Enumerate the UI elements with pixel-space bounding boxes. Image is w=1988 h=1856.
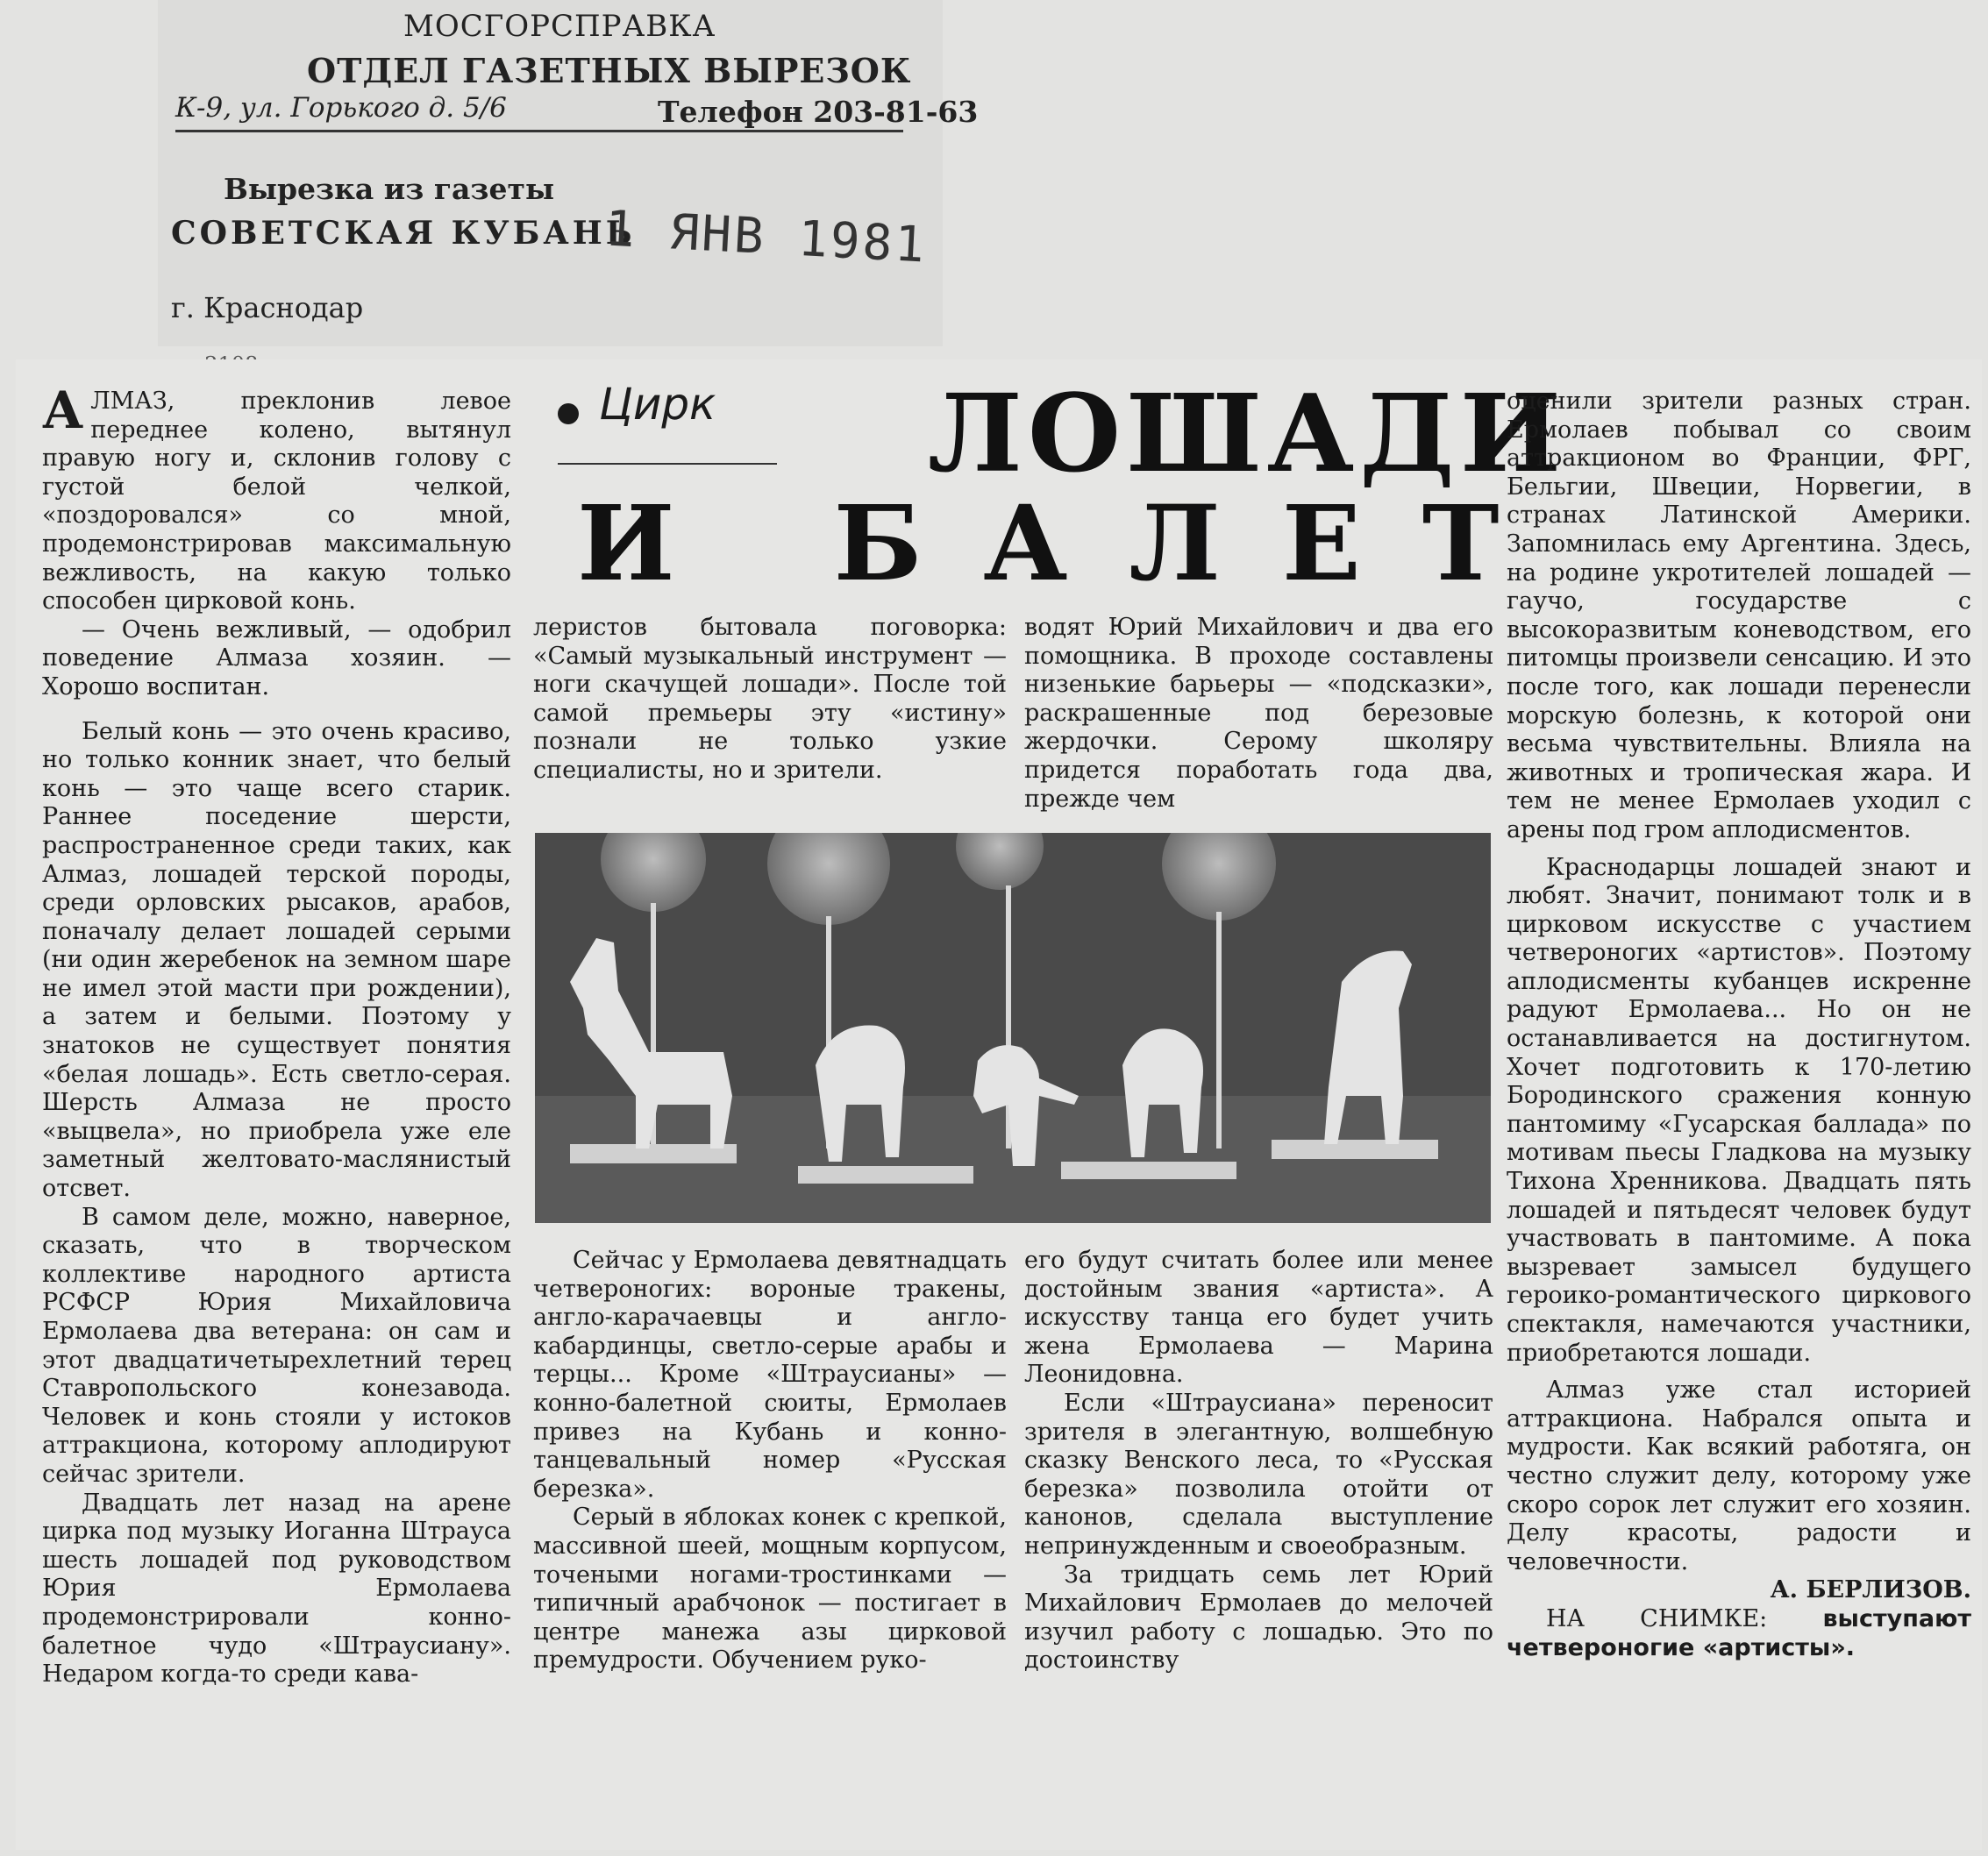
bureau-address: К-9, ул. Горького д. 5/6	[175, 92, 507, 124]
paragraph: Сейчас у Ермолаева девятнадцать четвероногих: вороные тракены, англо-карачаевцы и англо-кабардинцы, светло-серые арабы и терцы... Кроме «Штраусианы» — конно-балетной сюиты, Ермолаев привез на Кубань и конно-танцевальный номер «Русская березка».	[533, 1247, 1007, 1503]
paragraph: Белый конь — это очень красиво, но только конник знает, что белый конь — это чаще всего старик. Раннее поседение шерсти, распространенное среди таких, как Алмаз, лошадей терской породы, среди орловских рысаков, арабов, поначалу делает лошадей серыми (ни один жеребенок на земном шаре не имел этой масти при рождении), а затем и белыми. Поэтому у знатоков не существует понятия «белая лошадь». Есть светло-серая. Шерсть Алмаза не просто «выцвела», но приобрела уже еле заметный желтовато-маслянистый отсвет.	[42, 717, 511, 1203]
article-column-3-top	[1024, 614, 1493, 814]
newspaper-name: СОВЕТСКАЯ КУБАНЬ	[171, 215, 636, 252]
paragraph: Краснодарцы лошадей знают и любят. Значит, понимают толк и в цирковом искусстве с участием четвероногих «артистов». Поэтому аплодисменты кубанцев искренне радуют Ермолаева... Но он не останавливается на достигнутом. Хочет подготовить к 170-летию Бородинского сражения конную пантомиму «Гусарская баллада» по мотивам пьесы Гладкова на музыку Тихона Хренникова. Двадцать пять лошадей и пятьдесят человек будут участвовать в пантомиме. А пока вызревает замысел будущего героико-романтического циркового спектакля, намечаются участники, приобретаются лошади.	[1507, 853, 1971, 1367]
header-divider	[175, 130, 903, 132]
city-name: г. Краснодар	[171, 291, 364, 324]
bureau-name: МОСГОРСПРАВКА	[403, 9, 716, 44]
article-column-2-bottom	[533, 1247, 1007, 1675]
date-stamp: 1 ЯНВ 1981	[603, 200, 929, 274]
paragraph: Серый в яблоках конек с крепкой, массивной шеей, мощным корпусом, точеными ногами-тростинками — типичный арабчонок — постигает в центре манежа азы цирковой премудрости. Обучением руко-	[533, 1504, 1007, 1675]
circus-horses-photo	[535, 833, 1491, 1223]
bureau-phone: Телефон 203-81-63	[658, 95, 979, 129]
rubric-bullet	[558, 403, 579, 424]
article-column-3-bottom	[1024, 1247, 1493, 1675]
headline-line-1: ЛОШАДИ	[928, 370, 1566, 496]
department-name: ОТДЕЛ ГАЗЕТНЫХ ВЫРЕЗОК	[307, 51, 912, 90]
paragraph: лeристов бытовала поговорка: «Самый музыкальный инструмент — ноги скачущей лошади». После той самой премьеры эту «истину» познали не только узкие специалисты, но и зрители.	[533, 614, 1007, 784]
photo-illustration	[535, 833, 1491, 1223]
clipping-from-label: Вырезка из газеты	[224, 172, 555, 206]
paragraph: За тридцать семь лет Юрий Михайлович Ермолаев до мелочей изучил работу с лошадью. Это по достоинству	[1024, 1561, 1493, 1675]
newspaper-clipping	[16, 359, 1982, 1850]
paragraph: водят Юрий Михайлович и два его помощника. В проходе составлены низенькие барьеры — «подсказки», раскрашенные под березовые жердочки. Серому школяру придется поработать года два, прежде чем	[1024, 614, 1493, 813]
rubric-label: Цирк	[599, 379, 716, 430]
rubric-underline	[558, 463, 777, 465]
headline-line-2: И БАЛЕТ	[577, 482, 1561, 604]
author-signature: А. БЕРЛИЗОВ.	[1770, 1576, 1971, 1604]
paragraph: его будут считать более или менее достойным звания «артиста». А искусству танца его будет учить жена Ермолаева — Марина Леонидовна.	[1024, 1247, 1493, 1389]
article-column-1	[42, 380, 511, 1689]
paragraph: Алмаз уже стал историей аттракциона. Набрался опыта и мудрости. Как всякий работяга, он честно служит делу, которому уже скоро сорок лет служит его хозяин. Делу красоты, радости и человечности.	[1507, 1376, 1971, 1575]
clipping-bureau-card	[158, 0, 979, 346]
article-column-4	[1507, 388, 1971, 1662]
paragraph: Двадцать лет назад на арене цирка под музыку Иоганна Штрауса шесть лошадей под руководством Юрия Ермолаева продемонстрировали конно-балетное чудо «Штраусиану». Недаром когда-то среди кава-	[42, 1489, 511, 1689]
paragraph: — Очень вежливый, — одобрил поведение Алмаза хозяин. — Хорошо воспитан.	[42, 615, 511, 700]
paragraph: В самом деле, можно, наверное, сказать, что в творческом коллективе народного артиста РСФСР Юрия Михайловича Ермолаева два ветерана: он сам и этот двадцатичетырехлетний терец Ставропольского конезавода. Человек и конь стояли у истоков аттракциона, которому аплодируют сейчас зрители.	[42, 1203, 511, 1488]
photo-caption: НА СНИМКЕ: выступают четвероногие «артисты».	[1507, 1604, 1971, 1661]
paragraph: оценили зрители разных стран. Ермолаев побывал со своим аттракционом во Франции, ФРГ, Бельгии, Швеции, Норвегии, в странах Латинской Америки. Запомнилась ему Аргентина. Здесь, на родине укротителей лошадей — гаучо, государстве с высокоразвитым коневодством, его питомцы произвели сенсацию. И это после того, как лошади перенесли морскую болезнь, к которой они весьма чувствительны. Влияла на животных и тропическая жара. И тем не менее Ермолаев уходил с арены под гром аплодисментов.	[1507, 388, 1971, 843]
paragraph: Если «Штраусиана» переносит зрителя в элегантную, волшебную сказку Венского леса, то «Русская березка» позволила отойти от канонов, сделала выступление непринужденным и своеобразным.	[1024, 1389, 1493, 1560]
drop-cap: А	[42, 380, 84, 440]
article-column-2-top	[533, 614, 1007, 786]
paragraph: АЛМАЗ, преклонив левое переднее колено, вытянул правую ногу и, склонив голову с густой белой челкой, «поздоровался» со мной, продемонстрировав максимальную вежливость, на какую только способен цирковой конь.	[42, 380, 511, 615]
